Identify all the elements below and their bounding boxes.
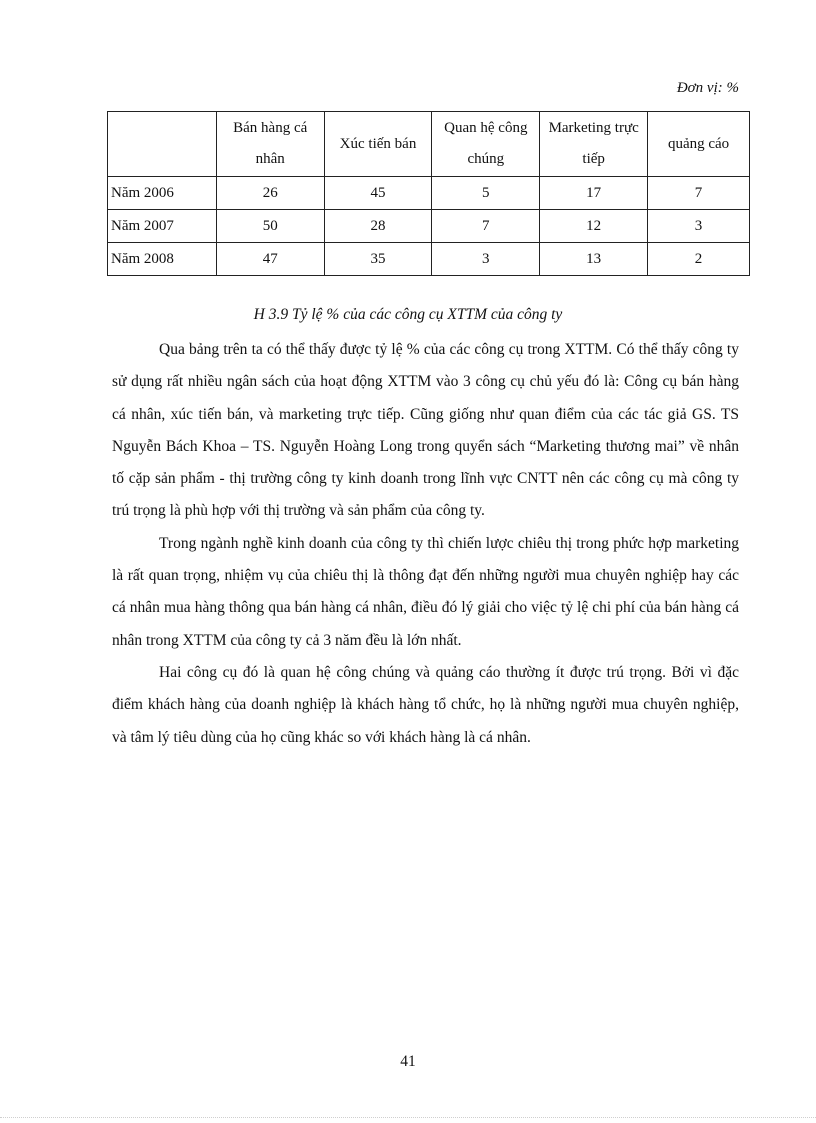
table-header-row (108, 112, 750, 177)
table-cell: 5 (432, 177, 540, 210)
table-row (108, 210, 750, 243)
table-cell: 2 (648, 243, 750, 276)
table-cell: 3 (648, 210, 750, 243)
table-cell: 13 (540, 243, 648, 276)
table-caption: H 3.9 Tỷ lệ % của các công cụ XTTM của công ty (253, 306, 563, 323)
unit-label: Đơn vị: % (676, 80, 739, 96)
table-cell: 26 (216, 177, 324, 210)
paragraph: Qua bảng trên ta có thể thấy được tỷ lệ % của các công cụ trong XTTM. Có thể thấy công ty sử dụng rất nhiều ngân sách của hoạt động XTTM vào 3 công cụ chủ yếu đó là: Công cụ bán hàng cá nhân, xúc tiến bán, và marketing trực tiếp. Cũng giống như quan điểm của các tác giả GS. TS Nguyễn Bách Khoa – TS. Nguyễn Hoàng Long trong quyển sách “Marketing thương mai” về nhân tố cặp sản phẩm - thị trường công ty kinh doanh trong lĩnh vực CNTT nên các công cụ mà công ty trú trọng là phù hợp với thị trường và sản phẩm của công ty. (112, 341, 739, 520)
table-cell: 47 (216, 243, 324, 276)
paragraph: Trong ngành nghề kinh doanh của công ty thì chiến lược chiêu thị trong phức hợp marketing là rất quan trọng, nhiệm vụ của chiêu thị là thông đạt đến những người mua chuyên nghiệp hay các cá nhân mua hàng thông qua bán hàng cá nhân, điều đó lý giải cho việc tỷ lệ chi phí của bán hàng cá nhân trong XTTM của công ty cả 3 năm đều là lớn nhất. (112, 534, 739, 649)
paragraph: Hai công cụ đó là quan hệ công chúng và quảng cáo thường ít được trú trọng. Bởi vì đặc điểm khách hàng của doanh nghiệp là khách hàng tổ chức, họ là những người mua chuyên nghiệp, và tâm lý tiêu dùng của họ cũng khác so với khách hàng là cá nhân. (112, 663, 739, 746)
table-cell: 28 (324, 210, 432, 243)
header-cell: Marketing trực tiếp (540, 112, 648, 177)
table-cell: 12 (540, 210, 648, 243)
table-cell: 45 (324, 177, 432, 210)
body-text (112, 334, 739, 754)
header-cell: Quan hệ công chúng (432, 112, 540, 177)
header-cell: Xúc tiến bán (324, 112, 432, 177)
table-cell: 3 (432, 243, 540, 276)
header-cell (108, 112, 217, 177)
row-label: Năm 2007 (108, 210, 217, 243)
table-cell: 17 (540, 177, 648, 210)
table-row (108, 177, 750, 210)
row-label: Năm 2006 (108, 177, 217, 210)
table-row (108, 243, 750, 276)
table-cell: 50 (216, 210, 324, 243)
header-cell: Bán hàng cá nhân (216, 112, 324, 177)
row-label: Năm 2008 (108, 243, 217, 276)
table-cell: 7 (432, 210, 540, 243)
header-cell: quảng cáo (648, 112, 750, 177)
table-cell: 7 (648, 177, 750, 210)
table-cell: 35 (324, 243, 432, 276)
page-number: 41 (400, 1053, 416, 1070)
promotion-tools-table (107, 111, 750, 276)
page-bottom-divider (0, 1117, 816, 1118)
